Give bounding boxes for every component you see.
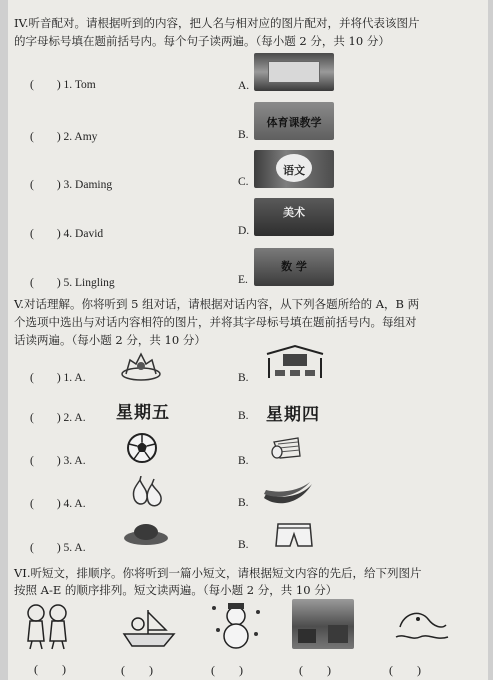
q5-opt-b-1: B. — [238, 372, 249, 384]
shuttlecock-icon — [270, 436, 306, 460]
book-cover-math — [254, 248, 334, 286]
q4-item-4: ( ) 4. David — [30, 228, 104, 240]
q5-item-2: ( ) 2. A. — [30, 412, 86, 424]
q4-item-1: ( ) 1. Tom — [30, 79, 96, 91]
q4-item-3: ( ) 3. Daming — [30, 179, 113, 191]
book-cover-chinese — [254, 150, 334, 188]
q4-item-5: ( ) 5. Lingling — [30, 277, 115, 289]
pears-icon — [130, 476, 164, 508]
q5-opt-b-4: B. — [238, 497, 249, 509]
q5-opt-b-2: B. — [238, 410, 249, 422]
q4-opt-a: A. — [238, 80, 250, 92]
section5-heading-line3: 话读两遍。（每小题 2 分，共 10 分） — [14, 333, 206, 347]
q5-item-1: ( ) 1. A. — [30, 372, 86, 384]
section5-heading: V.对话理解。你将听到 5 组对话，请根据对话内容，从下列各题所给的 A，B 两 — [14, 297, 420, 311]
book-title-math: 数 学 — [281, 260, 307, 273]
q5-item-4: ( ) 4. A. — [30, 498, 86, 510]
book-cover-a — [254, 53, 334, 91]
q4-opt-e: E. — [238, 274, 248, 286]
scenery-photo — [292, 599, 354, 649]
book-cover-art — [254, 198, 334, 236]
football-icon — [126, 432, 158, 464]
section4-heading-line2: 的字母标号填在题前括号内。每个句子读两遍。（每小题 2 分，共 10 分） — [14, 34, 390, 48]
bananas-icon — [260, 478, 316, 508]
book-cover-pe — [254, 102, 334, 140]
worksheet-page — [8, 0, 488, 680]
order-answer-4: ( ) — [299, 663, 331, 677]
snowman-picture — [206, 600, 266, 650]
order-answer-3: ( ) — [211, 663, 243, 677]
q4-opt-b: B. — [238, 129, 249, 141]
order-answer-5: ( ) — [389, 663, 421, 677]
section4-heading: IV.听音配对。请根据听到的内容，把人名与相对应的图片配对，并将代表该图片 — [14, 16, 420, 30]
q5-item-5: ( ) 5. A. — [30, 542, 86, 554]
book-title-chinese: 语文 — [283, 164, 305, 177]
friday-text-picture: 星期五 — [116, 403, 170, 423]
section6-heading-line2: 按照 A-E 的顺序排列。短文读两遍。（每小题 2 分，共 10 分） — [14, 583, 338, 597]
children-picture — [20, 601, 76, 651]
duck-swimming-picture — [394, 603, 450, 649]
q4-opt-d: D. — [238, 225, 250, 237]
q4-opt-c: C. — [238, 176, 249, 188]
shorts-icon — [274, 520, 314, 550]
hat-icon — [122, 522, 170, 548]
q5-opt-b-3: B. — [238, 455, 249, 467]
section6-heading: VI.听短文，排顺序。你将听到一篇小短文，请根据短文内容的先后，给下列图片 — [14, 566, 422, 580]
boat-picture — [120, 606, 178, 650]
zoo-icon — [120, 348, 162, 382]
classroom-icon — [263, 344, 327, 382]
book-title-art: 美术 — [283, 206, 305, 219]
book-title-pe: 体育课教学 — [266, 116, 322, 129]
q5-opt-b-5: B. — [238, 539, 249, 551]
section5-heading-line2: 个选项中选出与对话内容相符的图片，并将其字母标号填在题前括号内。每组对 — [14, 315, 417, 329]
q4-item-2: ( ) 2. Amy — [30, 131, 98, 143]
order-answer-1: ( ) — [34, 662, 66, 676]
q5-item-3: ( ) 3. A. — [30, 455, 86, 467]
thursday-text-picture: 星期四 — [266, 405, 320, 425]
order-answer-2: ( ) — [121, 663, 153, 677]
